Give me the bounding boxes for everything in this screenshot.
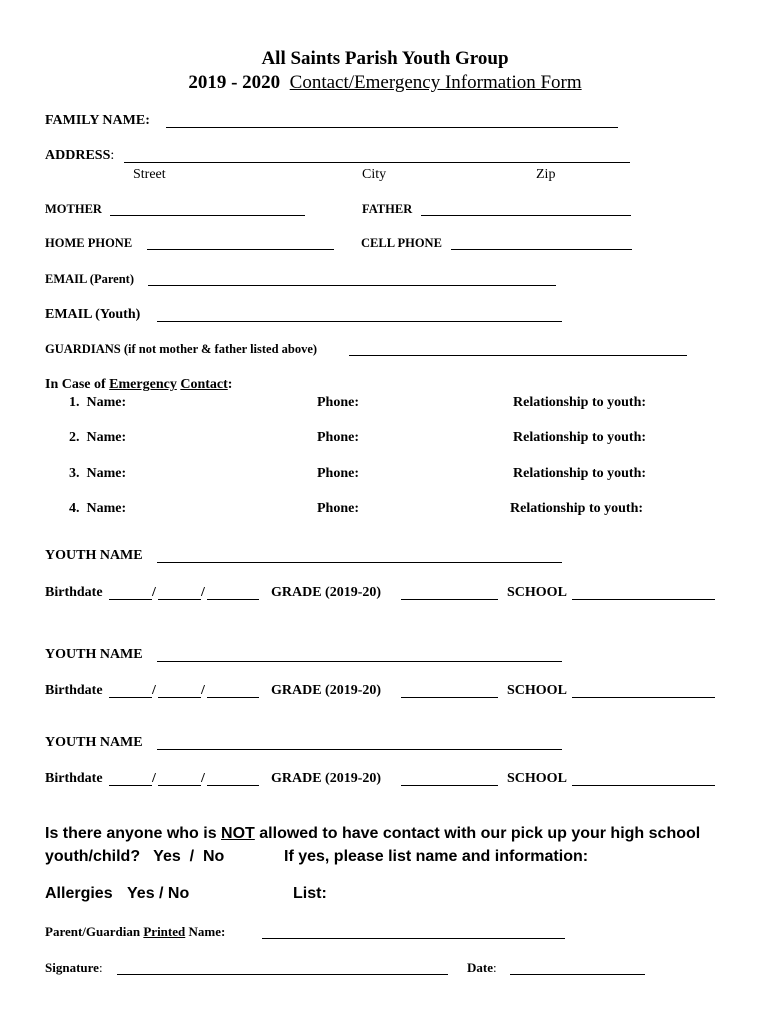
birth-year-field-1[interactable] xyxy=(207,599,259,600)
birth-day-field-1[interactable] xyxy=(158,599,201,600)
grade-field-3[interactable] xyxy=(401,785,498,786)
signature-label: Signature: xyxy=(45,960,103,975)
printed-name-field[interactable] xyxy=(262,938,565,939)
emergency-row-4: 4. Name: xyxy=(69,501,127,516)
birthdate-slash: / xyxy=(152,683,156,698)
emergency-row-2: 2. Name: xyxy=(69,430,127,445)
father-field[interactable] xyxy=(421,215,631,216)
allergies-yes-no: Yes / No xyxy=(127,885,190,902)
form-year: 2019 - 2020 xyxy=(188,72,281,93)
form-title: All Saints Parish Youth Group xyxy=(261,48,509,69)
birth-day-field-2[interactable] xyxy=(158,697,201,698)
grade-label-3: GRADE (2019-20) xyxy=(271,771,382,786)
birth-day-field-3[interactable] xyxy=(158,785,201,786)
emergency-relationship-2: Relationship to youth: xyxy=(513,430,647,445)
address-field[interactable] xyxy=(124,162,630,163)
birth-month-field-3[interactable] xyxy=(109,785,152,786)
emergency-phone-3: Phone: xyxy=(317,466,359,481)
father-label: FATHER xyxy=(362,202,413,216)
street-caption: Street xyxy=(133,167,166,182)
city-caption: City xyxy=(362,167,387,182)
emergency-relationship-1: Relationship to youth: xyxy=(513,395,647,410)
emergency-row-3: 3. Name: xyxy=(69,466,127,481)
restriction-question: Is there anyone who is NOT allowed to have contact with our pick up your high school xyxy=(45,825,701,842)
email-youth-label: EMAIL (Youth) xyxy=(45,307,141,322)
youth-name-label-3: YOUTH NAME xyxy=(45,735,143,750)
school-field-3[interactable] xyxy=(572,785,715,786)
cell-phone-label: CELL PHONE xyxy=(361,236,442,250)
school-field-2[interactable] xyxy=(572,697,715,698)
grade-field-2[interactable] xyxy=(401,697,498,698)
birthdate-slash: / xyxy=(201,683,205,698)
birthdate-slash: / xyxy=(152,771,156,786)
signature-field[interactable] xyxy=(117,974,448,975)
emergency-phone-4: Phone: xyxy=(317,501,359,516)
allergies-label: Allergies xyxy=(45,885,113,902)
mother-field[interactable] xyxy=(110,215,305,216)
home-phone-label: HOME PHONE xyxy=(45,236,133,250)
youth-name-field-3[interactable] xyxy=(157,749,562,750)
email-parent-label: EMAIL (Parent) xyxy=(45,272,134,286)
birth-year-field-3[interactable] xyxy=(207,785,259,786)
address-label: ADDRESS: xyxy=(45,148,115,163)
family-name-field[interactable] xyxy=(166,127,618,128)
family-name-label: FAMILY NAME: xyxy=(45,113,150,128)
emergency-relationship-3: Relationship to youth: xyxy=(513,466,647,481)
birth-year-field-2[interactable] xyxy=(207,697,259,698)
email-youth-field[interactable] xyxy=(157,321,562,322)
cell-phone-field[interactable] xyxy=(451,249,632,250)
school-field-1[interactable] xyxy=(572,599,715,600)
school-label-1: SCHOOL xyxy=(507,585,567,600)
birthdate-slash: / xyxy=(201,585,205,600)
allergies-list-label: List: xyxy=(293,885,327,902)
if-yes-prompt: If yes, please list name and information: xyxy=(284,848,589,865)
birthdate-slash: / xyxy=(201,771,205,786)
guardians-label: GUARDIANS (if not mother & father listed above) xyxy=(45,342,318,356)
youth-name-field-1[interactable] xyxy=(157,562,562,563)
school-label-3: SCHOOL xyxy=(507,771,567,786)
youth-name-field-2[interactable] xyxy=(157,661,562,662)
date-label: Date: xyxy=(467,960,497,975)
birth-month-field-1[interactable] xyxy=(109,599,152,600)
youth-name-label-1: YOUTH NAME xyxy=(45,548,143,563)
emergency-heading: In Case of Emergency Contact: xyxy=(45,377,233,392)
emergency-phone-2: Phone: xyxy=(317,430,359,445)
birthdate-slash: / xyxy=(152,585,156,600)
printed-name-label: Parent/Guardian Printed Name: xyxy=(45,924,226,939)
mother-label: MOTHER xyxy=(45,202,102,216)
date-field[interactable] xyxy=(510,974,645,975)
birthdate-label-3: Birthdate xyxy=(45,771,103,786)
emergency-row-1: 1. Name: xyxy=(69,395,127,410)
birthdate-label-1: Birthdate xyxy=(45,585,103,600)
guardians-field[interactable] xyxy=(349,355,687,356)
email-parent-field[interactable] xyxy=(148,285,556,286)
form-subtitle xyxy=(0,72,770,94)
grade-field-1[interactable] xyxy=(401,599,498,600)
zip-caption: Zip xyxy=(536,167,556,182)
youth-name-label-2: YOUTH NAME xyxy=(45,647,143,662)
school-label-2: SCHOOL xyxy=(507,683,567,698)
emergency-relationship-4: Relationship to youth: xyxy=(510,501,644,516)
birthdate-label-2: Birthdate xyxy=(45,683,103,698)
home-phone-field[interactable] xyxy=(147,249,334,250)
emergency-phone-1: Phone: xyxy=(317,395,359,410)
restriction-yes-no: youth/child? Yes / No xyxy=(45,848,225,865)
grade-label-2: GRADE (2019-20) xyxy=(271,683,382,698)
grade-label-1: GRADE (2019-20) xyxy=(271,585,382,600)
form-name: Contact/Emergency Information Form xyxy=(289,72,582,93)
birth-month-field-2[interactable] xyxy=(109,697,152,698)
